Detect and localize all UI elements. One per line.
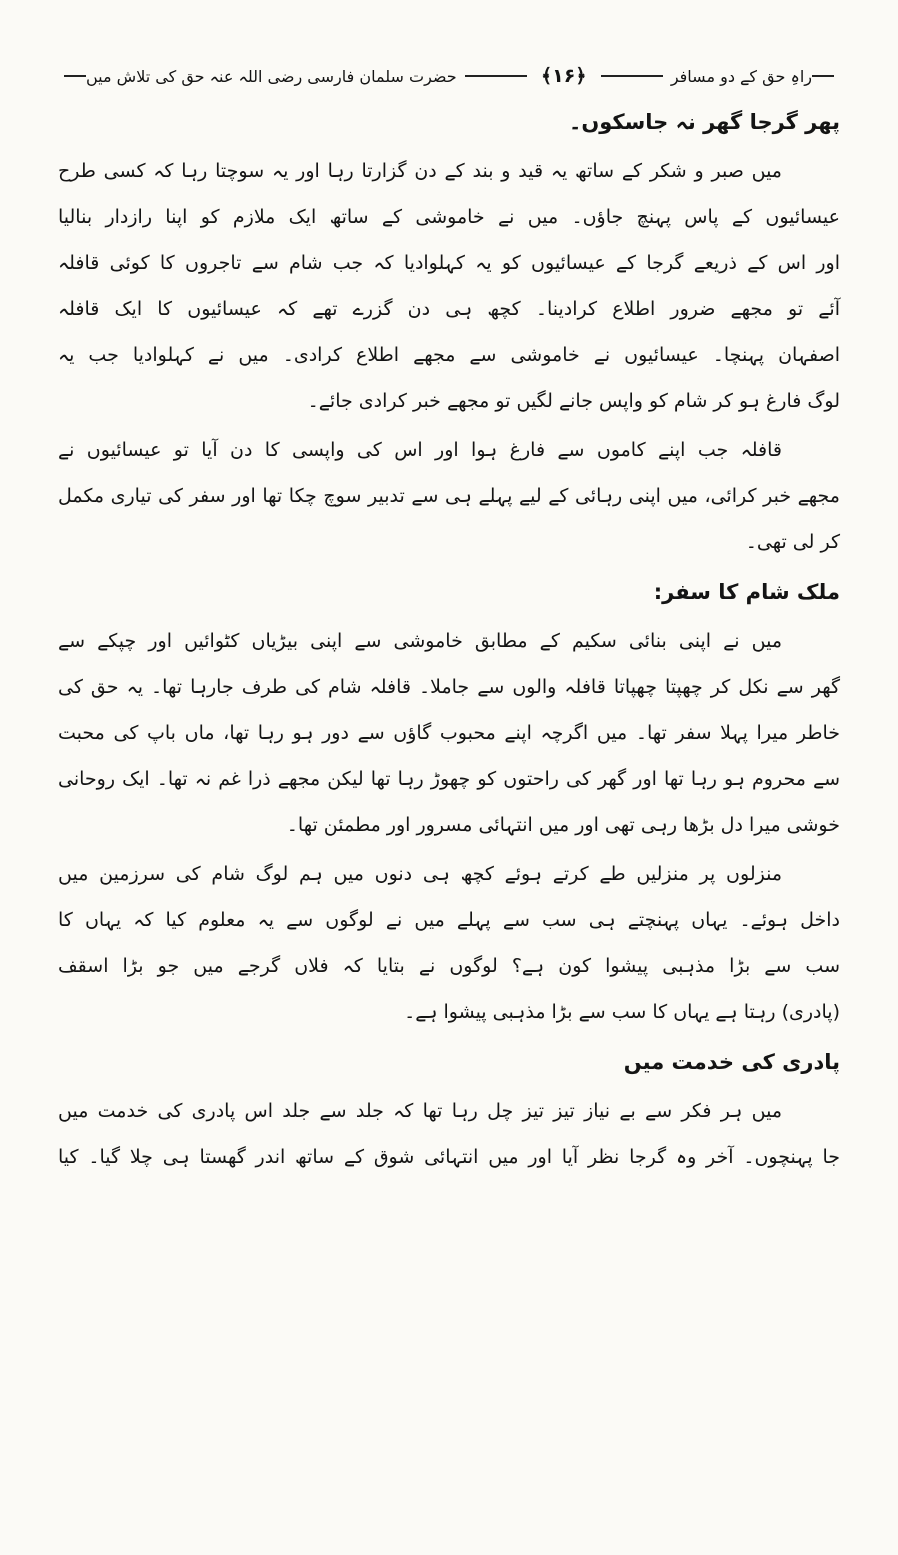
text-line: اصفہان پہنچا۔ عیسائیوں نے خاموشی سے مجھے اطلاع کرادی۔ میں نے کہلوادیا جب یہ [58,344,840,366]
running-header [58,58,840,94]
section-heading: پادری کی خدمت میں [623,1050,840,1074]
text-line: پھر گرجا گھر نہ جاسکوں۔ [569,110,840,134]
header-rule [812,75,834,77]
chapter-title: حضرت سلمان فارسی رضی اللہ عنہ حق کی تلاش میں [86,66,457,86]
text-line: لوگ فارغ ہو کر شام کو واپس جانے لگیں تو مجھے خبر کرادی جائے۔ [307,390,840,412]
text-line: خاطر میرا پہلا سفر تھا۔ میں اگرچہ اپنے محبوب گاؤں سے دور ہو رہا تھا، ماں باپ کی محبت [58,722,840,744]
page-number: ﴿۱۶﴾ [541,65,587,87]
text-line: میں ہر فکر سے بے نیاز تیز تیز چل رہا تھا کہ جلد سے جلد اس پادری کی خدمت میں [58,1100,782,1122]
text-line: میں صبر و شکر کے ساتھ یہ قید و بند کے دن گزارتا رہا اور یہ سوچتا رہا کہ کسی طرح [58,160,782,182]
header-rule [465,75,527,77]
header-rule [64,75,86,77]
text-line: گھر سے نکل کر چھپتا چھپاتا قافلہ والوں سے جاملا۔ قافلہ شام کی طرف جارہا تھا۔ یہ حق کی [58,676,840,698]
text-line: سے محروم ہو رہا تھا اور گھر کی راحتوں کو چھوڑ رہا تھا لیکن مجھے ذرا غم نہ تھا۔ ایک روحانی [58,768,840,790]
text-line: (پادری) رہتا ہے یہاں کا سب سے بڑا مذہبی پیشوا ہے۔ [404,1001,840,1023]
text-line: قافلہ جب اپنے کاموں سے فارغ ہوا اور اس کی واپسی کا دن آیا تو عیسائیوں نے [58,439,782,461]
text-line: خوشی میرا دل بڑھا رہی تھی اور میں انتہائی مسرور اور مطمئن تھا۔ [286,814,840,836]
text-line: اور اس کے ذریعے گرجا کے عیسائیوں کو یہ کہلوادیا کہ جب شام سے تاجروں کا کوئی قافلہ [58,252,840,274]
text-line: کر لی تھی۔ [745,531,840,553]
text-line: منزلوں پر منزلیں طے کرتے ہوئے کچھ ہی دنوں میں ہم لوگ شام کی سرزمین میں [58,863,782,885]
text-line: عیسائیوں کے پاس پہنچ جاؤں۔ میں نے خاموشی کے ساتھ ایک ملازم کو اپنا رازدار بنالیا [58,206,840,228]
text-line: جا پہنچوں۔ آخر وہ گرجا نظر آیا اور میں انتہائی شوق کے ساتھ اندر گھستا ہی چلا گیا۔ کیا [58,1146,840,1168]
text-line: داخل ہوئے۔ یہاں پہنچتے ہی سب سے پہلے میں نے لوگوں سے یہ معلوم کیا کہ یہاں کا [58,909,840,931]
text-line: آئے تو مجھے ضرور اطلاع کرادینا۔ کچھ ہی دن گزرے تھے کہ عیسائیوں کا ایک قافلہ [58,298,840,320]
page-body [58,95,840,1180]
header-rule [601,75,663,77]
book-title: راہِ حق کے دو مسافر [670,66,812,86]
text-line: مجھے خبر کرائی، میں اپنی رہائی کے لیے پہلے ہی سے تدبیر سوچ چکا تھا اور سفر کی تیاری مکمل [58,485,840,507]
text-line: میں نے اپنی بنائی سکیم کے مطابق خاموشی سے اپنی بیڑیاں کٹوائیں اور چپکے سے [58,630,782,652]
section-heading: ملک شام کا سفر: [653,580,840,604]
text-line: سب سے بڑا مذہبی پیشوا کون ہے؟ لوگوں نے بتایا کہ فلاں گرجے میں جو بڑا اسقف [58,955,840,977]
